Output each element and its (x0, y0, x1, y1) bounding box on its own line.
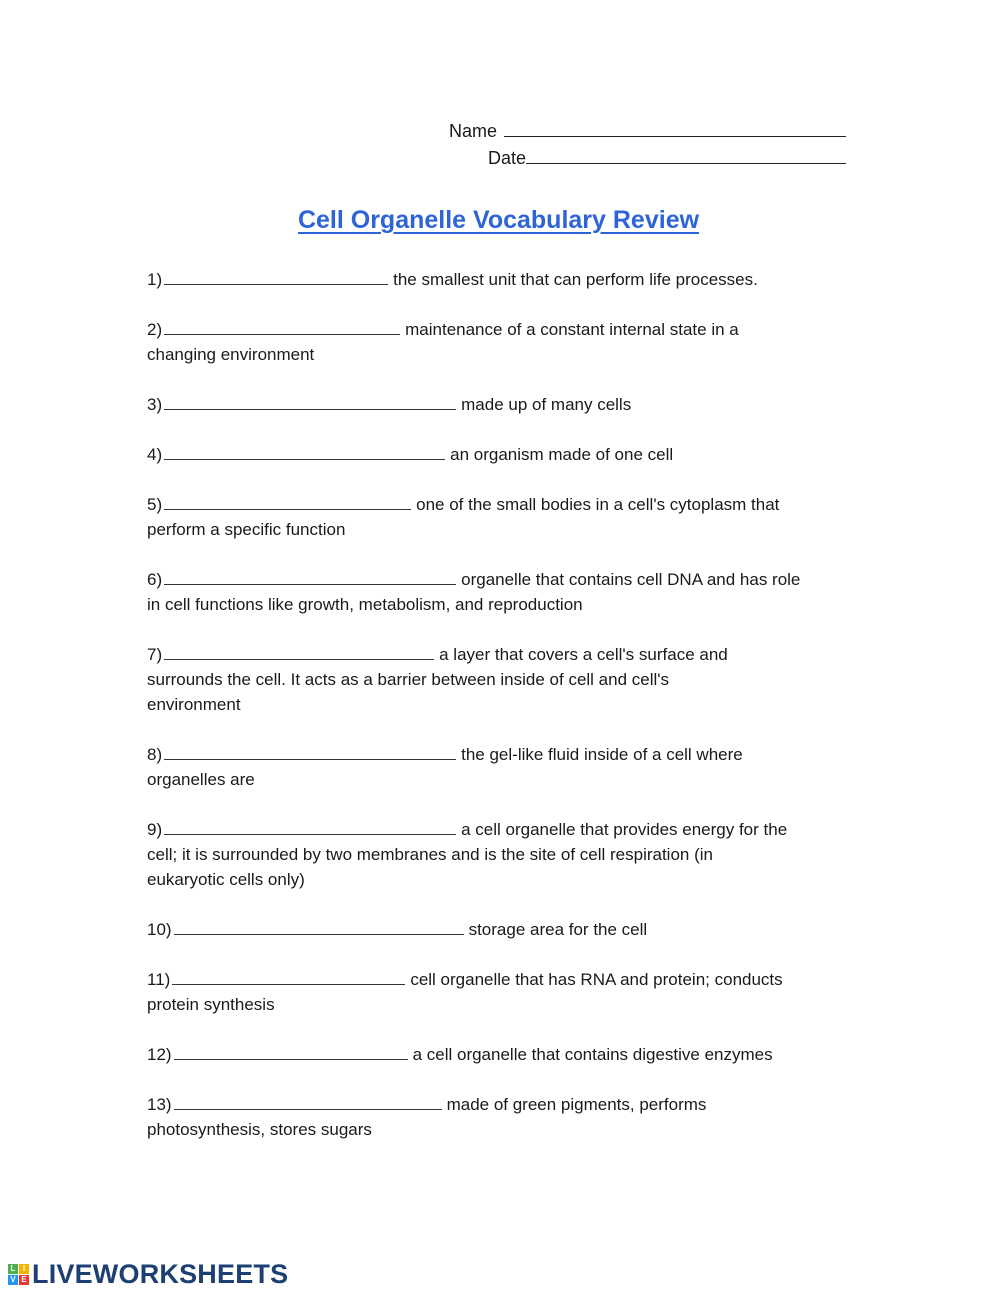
question-first-line (147, 567, 867, 592)
question-first-line (147, 267, 867, 292)
question-first-line (147, 492, 867, 517)
question-continuation-line (147, 342, 867, 367)
question-continuation-line (147, 592, 867, 617)
answer-input[interactable] (164, 569, 456, 585)
question-first-line (147, 642, 867, 667)
answer-input[interactable] (164, 644, 434, 660)
question-first-line (147, 1042, 867, 1067)
question-item (147, 442, 867, 467)
definition-text: made of green pigments, performs (446, 1095, 707, 1114)
logo-letter-tile: I (19, 1264, 29, 1274)
question-item (147, 917, 867, 942)
question-first-line (147, 392, 867, 417)
definition-text: a layer that covers a cell's surface and (439, 645, 728, 664)
answer-input[interactable] (164, 394, 456, 410)
definition-text: made up of many cells (461, 395, 632, 414)
question-item (147, 492, 867, 542)
question-number: 9) (147, 820, 163, 839)
answer-input[interactable] (164, 819, 456, 835)
question-item (147, 1042, 867, 1067)
definition-text: changing environment (147, 345, 315, 364)
question-number: 3) (147, 395, 163, 414)
question-number: 2) (147, 320, 163, 339)
name-label: Name (449, 121, 498, 141)
name-field-row (449, 120, 846, 142)
question-item (147, 817, 867, 892)
question-continuation-line (147, 842, 867, 867)
definition-text: maintenance of a constant internal state in a (405, 320, 739, 339)
logo-letter-tile: V (8, 1275, 18, 1285)
question-number: 12) (147, 1045, 172, 1064)
logo-letter-tile: E (19, 1275, 29, 1285)
definition-text: cell organelle that has RNA and protein; conducts (410, 970, 783, 989)
question-number: 8) (147, 745, 163, 764)
question-first-line (147, 917, 867, 942)
answer-input[interactable] (172, 969, 405, 985)
answer-input[interactable] (164, 744, 456, 760)
definition-text: a cell organelle that provides energy for the (461, 820, 788, 839)
question-first-line (147, 1092, 867, 1117)
definition-text: a cell organelle that contains digestive enzymes (412, 1045, 773, 1064)
question-number: 11) (147, 970, 171, 989)
logo-text: LIVEWORKSHEETS (32, 1259, 289, 1289)
answer-input[interactable] (174, 1044, 408, 1060)
definition-text: protein synthesis (147, 995, 275, 1014)
definition-text: organelle that contains cell DNA and has role (461, 570, 801, 589)
question-item (147, 567, 867, 617)
answer-input[interactable] (174, 1094, 442, 1110)
name-input[interactable] (504, 120, 846, 137)
question-number: 6) (147, 570, 163, 589)
question-item (147, 1092, 867, 1142)
question-continuation-line (147, 667, 867, 692)
question-continuation-line (147, 992, 867, 1017)
question-first-line (147, 742, 867, 767)
question-item (147, 967, 867, 1017)
worksheet-title: Cell Organelle Vocabulary Review (297, 206, 700, 234)
logo-icon (8, 1264, 29, 1285)
question-item (147, 392, 867, 417)
date-input[interactable] (526, 147, 846, 164)
question-continuation-line (147, 867, 867, 892)
question-first-line (147, 317, 867, 342)
definition-text: perform a specific function (147, 520, 346, 539)
question-number: 7) (147, 645, 163, 664)
definition-text: organelles are (147, 770, 255, 789)
question-continuation-line (147, 1117, 867, 1142)
question-number: 5) (147, 495, 163, 514)
question-number: 13) (147, 1095, 172, 1114)
definition-text: surrounds the cell. It acts as a barrier between inside of cell and cell's (147, 670, 670, 689)
answer-input[interactable] (164, 269, 388, 285)
definition-text: in cell functions like growth, metabolism, and reproduction (147, 595, 583, 614)
definition-text: an organism made of one cell (450, 445, 674, 464)
definition-text: storage area for the cell (468, 920, 648, 939)
definition-text: eukaryotic cells only) (147, 870, 305, 889)
question-number: 1) (147, 270, 163, 289)
question-continuation-line (147, 692, 867, 717)
liveworksheets-logo (8, 1259, 288, 1290)
definition-text: photosynthesis, stores sugars (147, 1120, 372, 1139)
answer-input[interactable] (164, 319, 400, 335)
question-item (147, 267, 867, 292)
date-field-row (488, 147, 846, 169)
question-list (147, 267, 867, 1167)
date-label: Date (488, 148, 527, 168)
question-continuation-line (147, 517, 867, 542)
question-number: 10) (147, 920, 172, 939)
answer-input[interactable] (164, 444, 445, 460)
answer-input[interactable] (174, 919, 464, 935)
question-first-line (147, 442, 867, 467)
definition-text: the gel-like fluid inside of a cell where (461, 745, 743, 764)
question-first-line (147, 967, 867, 992)
definition-text: environment (147, 695, 241, 714)
question-number: 4) (147, 445, 163, 464)
logo-letter-tile: L (8, 1264, 18, 1274)
question-item (147, 317, 867, 367)
question-item (147, 642, 867, 717)
question-item (147, 742, 867, 792)
definition-text: the smallest unit that can perform life processes. (393, 270, 758, 289)
definition-text: cell; it is surrounded by two membranes and is the site of cell respiration (in (147, 845, 713, 864)
answer-input[interactable] (164, 494, 411, 510)
question-continuation-line (147, 767, 867, 792)
question-first-line (147, 817, 867, 842)
definition-text: one of the small bodies in a cell's cytoplasm that (416, 495, 780, 514)
